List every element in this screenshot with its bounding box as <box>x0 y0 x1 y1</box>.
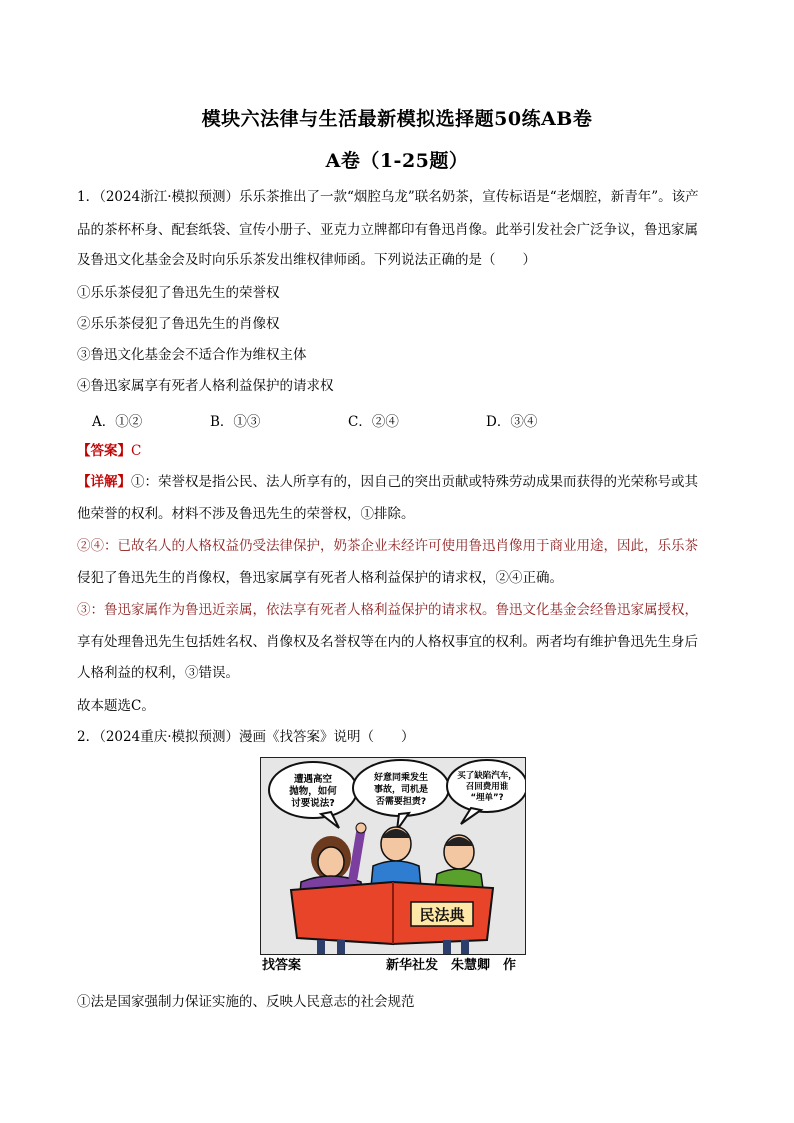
q2-statement-1: ①法是国家强制力保证实施的、反映人民意志的社会规范 <box>77 994 415 1010</box>
q1-answer <box>77 441 717 461</box>
q1-detail-3c: 人格利益的权利，③错误。 <box>77 665 239 681</box>
page-title: 模块六法律与生活最新模拟选择题50练AB卷 <box>201 108 593 130</box>
q1-detail-1a <box>77 472 717 492</box>
detail-text: ①：荣誉权是指公民、法人所享有的，因自己的突出贡献或特殊劳动成果而获得的光荣称号或其 <box>131 474 698 490</box>
answer-value: C <box>131 443 142 459</box>
bubble3-line1: 买了缺陷汽车， <box>457 771 517 781</box>
bubble2-line3: 否需要担责? <box>375 797 427 807</box>
q1-statement-4: ④鲁迅家属享有死者人格利益保护的请求权 <box>77 378 334 394</box>
q1-stem-line1: 1．（2024浙江·模拟预测）乐乐茶推出了一款“烟腔乌龙”联名奶茶，宣传标语是“老烟腔，新青年”。该产 <box>77 189 699 205</box>
q1-detail-2a: ②④：已故名人的人格权益仍受法律保护，奶茶企业未经许可使用鲁迅肖像用于商业用途，因此，乐乐茶 <box>77 538 698 554</box>
book-title: 民法典 <box>419 906 465 924</box>
bubble2-line1: 好意同乘发生 <box>373 773 429 783</box>
bubble1-line1: 遭遇高空 <box>293 774 333 785</box>
q2-stem: 2．（2024重庆·模拟预测）漫画《找答案》说明（ ） <box>77 729 415 745</box>
bubble2-line2: 事故，司机是 <box>373 785 429 795</box>
q1-statement-3: ③鲁迅文化基金会不适合作为维权主体 <box>77 347 307 363</box>
bubble3-line2: 召回费用谁 <box>465 782 509 792</box>
q1-conclusion: 故本题选C。 <box>77 698 155 714</box>
answer-label: 【答案】 <box>77 443 131 459</box>
comic-caption-title: 找答案 <box>262 958 302 973</box>
q1-detail-1b: 他荣誉的权利。材料不涉及鲁迅先生的荣誉权，①排除。 <box>77 506 415 522</box>
page-subtitle: A卷（1-25题） <box>325 150 469 172</box>
detail-label: 【详解】 <box>77 474 131 490</box>
comic-illustration <box>260 757 526 955</box>
q1-detail-2b: 侵犯了鲁迅先生的肖像权，鲁迅家属享有死者人格利益保护的请求权，②④正确。 <box>77 570 563 586</box>
bubble1-line3: 讨要说法? <box>291 798 335 809</box>
bubble3-line3: “埋单”? <box>470 793 504 803</box>
comic-drawing <box>261 758 525 954</box>
q1-stem-line2: 品的茶杯杯身、配套纸袋、宣传小册子、亚克力立牌都印有鲁迅肖像。此举引发社会广泛争议，鲁迅家属 <box>77 222 698 238</box>
q1-option-a: A．①② <box>92 414 143 430</box>
q1-statement-1: ①乐乐茶侵犯了鲁迅先生的荣誉权 <box>77 285 280 301</box>
comic-caption-credit: 新华社发 朱慧卿 作 <box>386 958 517 973</box>
q1-detail-3b: 享有处理鲁迅先生包括姓名权、肖像权及名誉权等在内的人格权事宜的权利。两者均有维护鲁迅先生身后 <box>77 634 698 650</box>
q1-option-d: D．③④ <box>486 414 538 430</box>
bubble1-line2: 抛物，如何 <box>289 786 337 797</box>
q1-statement-2: ②乐乐茶侵犯了鲁迅先生的肖像权 <box>77 316 280 332</box>
q1-option-c: C．②④ <box>348 414 399 430</box>
q1-stem-line3: 及鲁迅文化基金会及时向乐乐茶发出维权律师函。下列说法正确的是（ ） <box>77 252 536 268</box>
q1-option-b: B．①③ <box>210 414 261 430</box>
q1-detail-3a: ③：鲁迅家属作为鲁迅近亲属，依法享有死者人格利益保护的请求权。鲁迅文化基金会经鲁迅家属授权， <box>77 602 698 618</box>
